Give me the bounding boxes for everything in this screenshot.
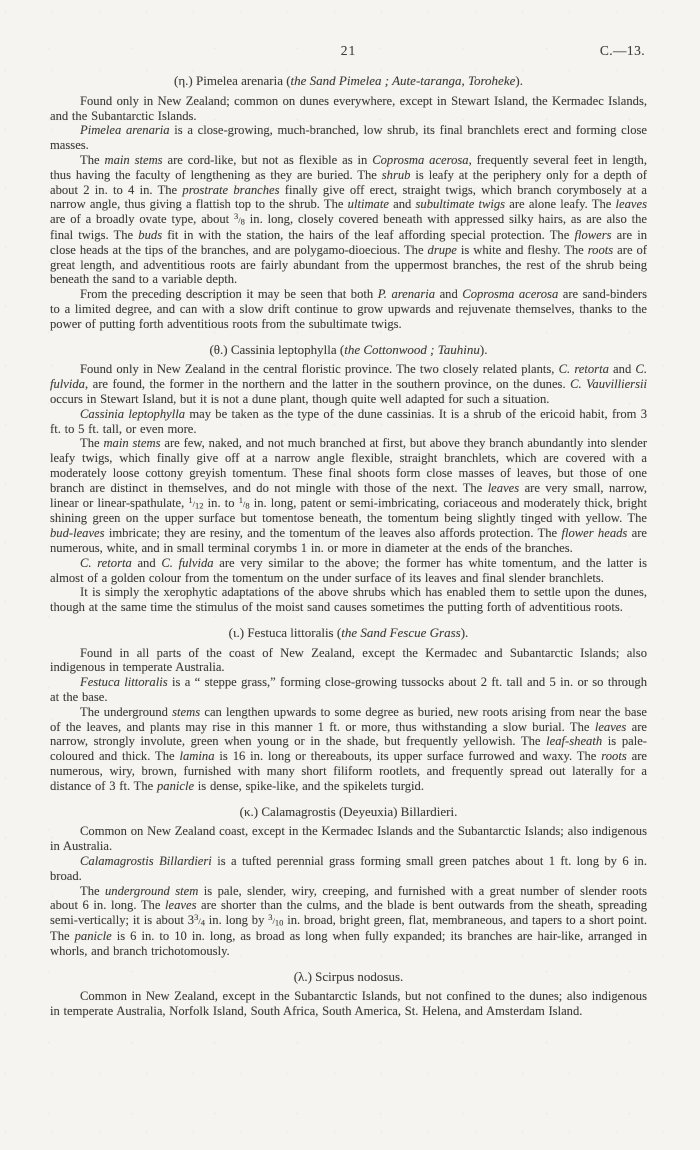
text-run: (λ.) Scirpus nodosus. [293, 968, 404, 984]
text-run: Found in all parts of the coast of New Zealand, except the Kermadec and Subantarctic Islands; also indigenous in temperate Australia. [50, 645, 647, 675]
text-run: is pale, slender, wiry, creeping, and furnished with a great number of slender roots about 6 in. long. The [50, 883, 648, 913]
text-run: and [608, 362, 636, 377]
text-run: may be taken as the type of the dune cassinias. It is a shrub of the ericoid habit, from 3 ft. to 5 ft. tall, or even more. [50, 406, 648, 436]
text-run: in. long, closely covered beneath with appressed silky hairs, as are also the final twigs. The [50, 212, 647, 242]
text-run: is 16 in. long or thereabouts, its upper surface furrowed and waxy. The [214, 749, 602, 764]
text-run: is a tufted perennial grass forming small green patches about 1 ft. long by 6 in. broad. [50, 854, 647, 883]
italic-term: leaf-sheath [546, 734, 603, 749]
text-run: are numerous, wiry, brown, furnished with many short filiform rootlets, and frequently spread out laterally for a distance of 3 ft. The [50, 749, 648, 793]
text-run: Common in New Zealand, except in the Subantarctic Islands, but not confined to the dunes; also indigenous in temperate Australia, Norfolk Island, South Africa, South America, St. Helena, and Amsterdam Island. [50, 989, 647, 1019]
italic-term: the Cottonwood ; Tauhinu [344, 341, 480, 357]
text-run: is a “ steppe grass,” forming close-growing tussocks about 2 ft. tall and 5 in. or so through at the base. [50, 675, 647, 705]
text-run: are shorter than the culms, and the blade is bent outwards from the sheath, spreading semi-vertically; it is about 3 [50, 898, 647, 928]
page-header [50, 44, 647, 61]
paragraph [50, 94, 647, 124]
text-run: and [388, 197, 416, 212]
text-run: (θ.) Cassinia leptophylla ( [209, 341, 345, 357]
paragraph [50, 362, 647, 406]
section-heading [50, 74, 647, 89]
text-run: (ι.) Festuca littoralis ( [228, 624, 342, 640]
italic-term: roots [587, 242, 614, 257]
italic-term: bud-leaves [50, 526, 105, 541]
italic-term: P. arenaria [377, 287, 436, 302]
italic-term: the Sand Fescue Grass [341, 624, 461, 640]
italic-term: subultimate twigs [415, 197, 506, 212]
italic-term: panicle [156, 778, 195, 793]
text-run: finally give off erect, straight twigs, which branch corymbosely at a narrow angle, thus giving a flattish top to the shrub. The [50, 182, 647, 212]
italic-term: Calamagrostis Billardieri [80, 854, 212, 869]
italic-term: Coprosma acerosa [372, 152, 469, 167]
text-run: are numerous, white, and in small terminal corymbs 1 in. or more in diameter at the ends of the branches. [50, 526, 647, 555]
text-run: is white and fleshy. The [456, 242, 588, 257]
paragraph [50, 675, 647, 705]
text-run: The [80, 883, 105, 898]
paragraph [50, 556, 647, 586]
fraction: $^1/_8$ [238, 494, 250, 511]
text-run: imbricate; they are resiny, and the tomentum of the leaves also affords protection. The [104, 526, 562, 541]
text-run: are alone leafy. The [505, 197, 616, 212]
italic-term: Festuca littoralis [80, 675, 168, 690]
italic-term: buds [138, 227, 163, 242]
text-run: can lengthen upwards to some degree as buried, new roots arising from near the base of the leaves, and plants may rise in this manner 1 ft. or more, thus withstanding a slow burial. The [50, 704, 647, 734]
italic-term: ultimate [347, 197, 389, 212]
fraction: $^3/_{10}$ [268, 911, 284, 928]
text-run: , frequently several feet in length, thus having the faculty of lengthening as they are buried. The [50, 152, 648, 182]
text-run: and [131, 555, 162, 570]
section-heading [50, 343, 647, 358]
paragraph [50, 854, 647, 884]
paragraph [50, 153, 647, 287]
text-run: is pale-coloured and thick. The [50, 734, 647, 764]
italic-term: C. Vauvilliersii [570, 377, 647, 392]
page-number: 21 [340, 43, 357, 58]
text-run: Found only in New Zealand in the central floristic province. The two closely related plants, [80, 362, 559, 377]
text-run: in. to [203, 495, 239, 510]
text-run: in. broad, bright green, flat, membraneous, and tapers to a short point. The [50, 913, 648, 944]
section-heading [50, 805, 647, 820]
text-run: are cord-like, but not as flexible as in [162, 152, 373, 167]
section-heading [50, 970, 647, 985]
text-run: is 6 in. to 10 in. long, as broad as long when fully expanded; its branches are hair-like, arranged in whorls, and branch trichotomously. [50, 929, 647, 958]
text-run: are sand-binders to a limited degree, and can with a slow drift continue to grow upwards and rejuvenate themselves, thanks to the power of putting forth adventitious roots from the subultimate twigs. [50, 287, 648, 331]
italic-term: roots [601, 749, 627, 764]
section-heading [50, 626, 647, 641]
italic-term: Pimelea arenaria [80, 123, 170, 138]
text-run: in. long, patent or semi-imbricating, coriaceous and moderately thick, bright shining green on the upper surface but tomentose beneath, the tomentum being slightly tinged with yellow. The [50, 495, 647, 526]
italic-term: C. retorta [80, 555, 132, 570]
text-run: The underground [80, 704, 173, 719]
text-run: ). [479, 341, 488, 357]
paragraph [50, 585, 647, 615]
text-run: The [80, 152, 105, 167]
italic-term: stems [172, 704, 201, 719]
text-run: Found only in New Zealand; common on dunes everywhere, except in Stewart Island, the Kermadec Islands, and the Subantarctic Islands. [50, 93, 647, 123]
text-run: are of a broadly ovate type, about [50, 212, 235, 227]
text-run: is a close-growing, much-branched, low shrub, its final branchlets erect and forming close masses. [50, 123, 647, 153]
text-run: , are found, the former in the northern and the latter in the southern province, on the dunes. [84, 377, 571, 392]
text-run: It is simply the xerophytic adaptations of the above shrubs which has enabled them to settle upon the dunes, though at the same time the stimulus of the moist sand causes sometimes the putting forth of adventitious roots. [50, 585, 647, 615]
italic-term: underground stem [105, 883, 199, 898]
italic-term: leaves [165, 898, 197, 913]
document-body [50, 74, 647, 1019]
text-run: From the preceding description it may be seen that both [80, 287, 378, 302]
text-run: The [80, 436, 104, 451]
text-run: in. long by [204, 913, 269, 928]
fraction: $^3/_8$ [234, 210, 245, 227]
italic-term: flower heads [561, 526, 628, 541]
italic-term: flowers [574, 227, 612, 242]
text-run: ). [515, 73, 523, 88]
text-run: fit in with the station, the hairs of the leaf affording special protection. The [162, 227, 575, 242]
text-run: occurs in Stewart Island, but it is not a dune plant, though quite well adapted for such a situation. [50, 391, 550, 406]
italic-term: C. fulvida [161, 555, 214, 570]
text-run: are in close heads at the tips of the branches, and are polygamo-dioecious. The [50, 227, 647, 257]
text-run: are narrow, strongly involute, green when young or in the shade, but frequently yellowish. The [50, 719, 647, 749]
italic-term: shrub [381, 167, 411, 182]
paragraph [50, 123, 647, 153]
italic-term: panicle [74, 929, 112, 944]
text-run: are very similar to the above; the former has white tomentum, and the latter is almost of a golden colour from the tomentum on the under surface of its leaves and final slender branchlets. [50, 555, 647, 585]
text-run: is leafy at the periphery only for a depth of about 2 in. to 4 in. The [50, 167, 647, 197]
italic-term: main stems [104, 152, 163, 167]
paragraph [50, 287, 647, 331]
paragraph [50, 989, 647, 1019]
text-run: are few, naked, and not much branched at first, but above they branch abundantly into slender leafy twigs, which finally give off at a narrow angle flexible, straight branchlets, which are covered with a moderately loose cottony greyish tomentum. These final shoots form close masses of leaves, but those of one branch are distinct in themselves, and do not mingle with those of the next. The [50, 436, 648, 495]
text-run: are very small, narrow, linear or linear-spathulate, [50, 480, 647, 510]
paragraph [50, 407, 647, 437]
italic-term: drupe [427, 242, 457, 257]
fraction: $^3/_4$ [194, 911, 205, 928]
italic-term: C. fulvida [50, 362, 647, 392]
italic-term: the Sand Pimelea ; Aute-taranga, Toroheke [290, 73, 516, 88]
text-run: (η.) Pimelea arenaria ( [174, 73, 291, 88]
paragraph [50, 884, 647, 959]
text-run: (κ.) Calamagrostis (Deyeuxia) Billardieri. [239, 803, 458, 819]
text-run: is dense, spike-like, and the spikelets turgid. [194, 778, 424, 793]
text-run: ). [460, 624, 469, 640]
paragraph [50, 705, 647, 794]
italic-term: Cassinia leptophylla [80, 406, 186, 421]
paragraph [50, 436, 647, 555]
italic-term: Coprosma acerosa [462, 287, 559, 302]
italic-term: lamina [179, 749, 215, 764]
italic-term: C. retorta [558, 362, 609, 377]
paragraph [50, 824, 647, 854]
italic-term: leaves [594, 719, 627, 734]
italic-term: prostrate branches [182, 182, 280, 197]
italic-term: leaves [615, 197, 647, 212]
text-run: and [435, 287, 463, 302]
italic-term: main stems [103, 436, 161, 451]
text-run: Common on New Zealand coast, except in the Kermadec Islands and the Subantarctic Islands; also indigenous in Australia. [50, 824, 647, 854]
italic-term: leaves [487, 480, 520, 495]
fraction: $^1/_{12}$ [188, 494, 204, 511]
document-reference: C.—13. [599, 43, 645, 58]
paragraph [50, 646, 647, 676]
text-run: are of great length, and adventitious roots are fairly abundant from the uppermost branches, the rest of the shrub being beneath the sand to a variable depth. [50, 242, 647, 287]
